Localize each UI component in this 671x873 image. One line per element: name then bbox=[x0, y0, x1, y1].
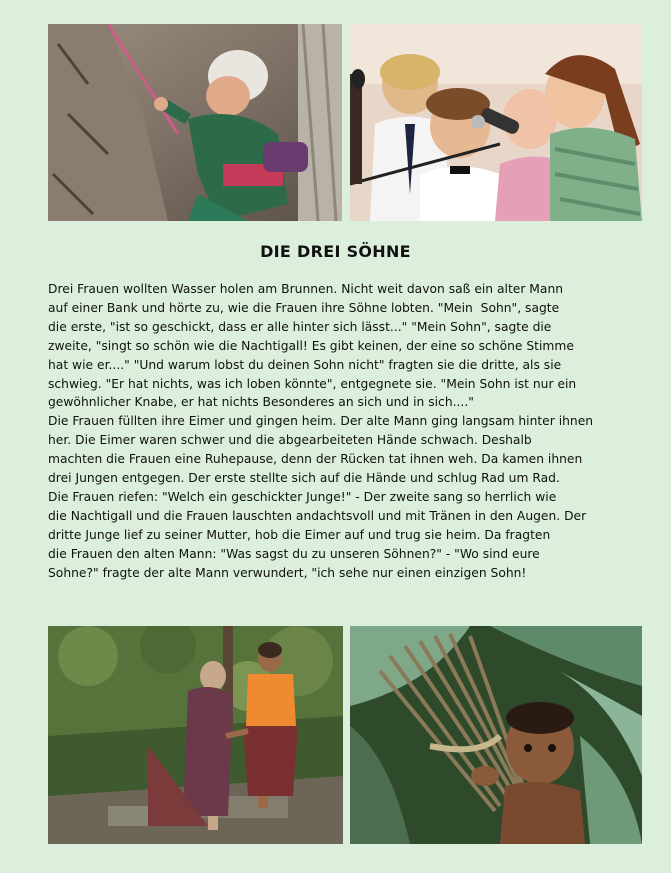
photo-monk-and-boy bbox=[48, 626, 343, 844]
story-line: die erste, "ist so geschickt, dass er alle hinter sich lässt..." "Mein Sohn", sagte die bbox=[48, 319, 552, 334]
story-line: schwieg. "Er hat nichts, was ich loben könnte", entgegnete sie. "Mein Sohn ist nur ein bbox=[48, 376, 577, 391]
story-line: auf einer Bank und hörte zu, wie die Frauen ihre Söhne lobten. "Mein Sohn", sagte bbox=[48, 300, 560, 315]
story-line: die Frauen den alten Mann: "Was sagst du zu unseren Söhnen?" - "Wo sind eure bbox=[48, 546, 540, 561]
photo-child-climbing bbox=[48, 24, 342, 221]
photo-children-singing bbox=[350, 24, 642, 221]
story-line: zweite, "singt so schön wie die Nachtigall! Es gibt keinen, der eine so schöne Stimme bbox=[48, 338, 574, 353]
story-line: Drei Frauen wollten Wasser holen am Brunnen. Nicht weit davon saß ein alter Mann bbox=[48, 282, 564, 296]
photo-child-with-sticks bbox=[350, 626, 642, 844]
story-line: Die Frauen füllten ihre Eimer und gingen heim. Der alte Mann ging langsam hinter ihnen bbox=[48, 414, 594, 429]
story-line: gewöhnlicher Knabe, er hat nichts Besonderes an sich und in sich...." bbox=[48, 395, 474, 410]
story-line: hat wie er...." "Und warum lobst du deinen Sohn nicht" fragten sie die dritte, als sie bbox=[48, 357, 562, 372]
page-title: DIE DREI SÖHNE bbox=[260, 242, 411, 261]
story-text bbox=[48, 280, 648, 583]
story-line: her. Die Eimer waren schwer und die abgearbeiteten Hände schwach. Deshalb bbox=[48, 433, 532, 448]
story-line: machten die Frauen eine Ruhepause, denn der Rücken tat ihnen weh. Da kamen ihnen bbox=[48, 452, 583, 467]
story-line: Sohne?" fragte der alte Mann verwundert, "ich sehe nur einen einzigen Sohn! bbox=[48, 565, 527, 580]
story-line: dritte Junge lief zu seiner Mutter, hob die Eimer auf und trug sie heim. Da fragten bbox=[48, 527, 551, 542]
story-line: die Nachtigall und die Frauen lauschten andachtsvoll und mit Tränen in den Augen. Der bbox=[48, 508, 587, 523]
story-line: drei Jungen entgegen. Der erste stellte sich auf die Hände und schlug Rad um Rad. bbox=[48, 471, 560, 486]
story-line: Die Frauen riefen: "Welch ein geschickter Junge!" - Der zweite sang so herrlich wie bbox=[48, 489, 557, 504]
